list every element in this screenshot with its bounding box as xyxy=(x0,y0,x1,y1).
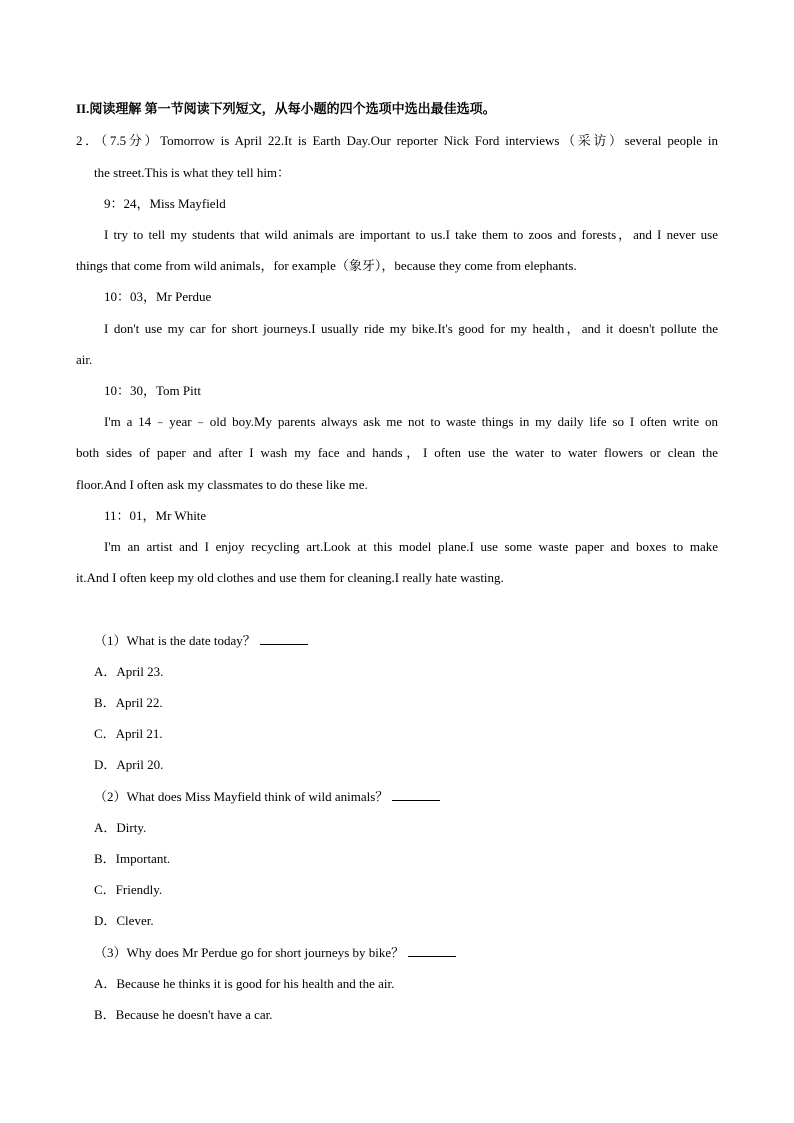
answer-option: D．April 20. xyxy=(94,757,164,772)
question-text: （2）What does Miss Mayfield think of wild animals？ xyxy=(94,789,389,804)
answer-option: B．Important. xyxy=(94,851,171,866)
section-heading: II.阅读理解 第一节阅读下列短文，从每小题的四个选项中选出最佳选项。 xyxy=(76,101,496,116)
passage-paragraph-line: I try to tell my students that wild animals are important to us.I take them to zoos and forests，and I never use xyxy=(104,227,718,242)
passage-paragraph-line: I'm an artist and I enjoy recycling art.Look at this model plane.I use some waste paper and boxes to make xyxy=(104,539,718,554)
answer-option: D．Clever. xyxy=(94,913,154,928)
answer-option: C．Friendly. xyxy=(94,882,163,897)
answer-option: B．Because he doesn't have a car. xyxy=(94,1007,273,1022)
question-text: （1）What is the date today？ xyxy=(94,633,256,648)
speaker-time-label: 9：24，Miss Mayfield xyxy=(104,196,226,211)
speaker-time-label: 11：01，Mr White xyxy=(104,508,207,523)
passage-paragraph-line: I don't use my car for short journeys.I usually ride my bike.It's good for my health，and it doesn't pollute the xyxy=(104,321,718,336)
speaker-time-label: 10：03，Mr Perdue xyxy=(104,289,212,304)
answer-option: A．April 23. xyxy=(94,664,164,679)
answer-blank xyxy=(392,788,440,801)
answer-option: C．April 21. xyxy=(94,726,163,741)
passage-paragraph-line: both sides of paper and after I wash my face and hands，I often use the water to water flowers or clean the xyxy=(76,445,718,460)
answer-option: A．Dirty. xyxy=(94,820,147,835)
answer-blank xyxy=(260,632,308,645)
answer-blank xyxy=(408,944,456,957)
question-intro-continued: the street.This is what they tell him： xyxy=(94,165,291,180)
speaker-time-label: 10：30，Tom Pitt xyxy=(104,383,201,398)
passage-paragraph-line: things that come from wild animals，for example（象牙），because they come from elephants. xyxy=(76,258,577,273)
answer-option: A．Because he thinks it is good for his health and the air. xyxy=(94,976,395,991)
question-text: （3）Why does Mr Perdue go for short journeys by bike？ xyxy=(94,945,405,960)
passage-paragraph-line: I'm a 14﹣year﹣old boy.My parents always ask me not to waste things in my daily life so I often write on xyxy=(104,414,718,429)
question-stem xyxy=(94,788,440,806)
question-stem xyxy=(94,944,456,962)
passage-paragraph-line: floor.And I often ask my classmates to do these like me. xyxy=(76,477,368,492)
answer-option: B．April 22. xyxy=(94,695,163,710)
question-stem xyxy=(94,632,308,650)
question-intro: 2．（7.5分）Tomorrow is April 22.It is Earth Day.Our reporter Nick Ford interviews（采访）several people in xyxy=(76,133,718,148)
passage-paragraph-line: it.And I often keep my old clothes and use them for cleaning.I really hate wasting. xyxy=(76,570,504,585)
passage-paragraph-line: air. xyxy=(76,352,93,367)
